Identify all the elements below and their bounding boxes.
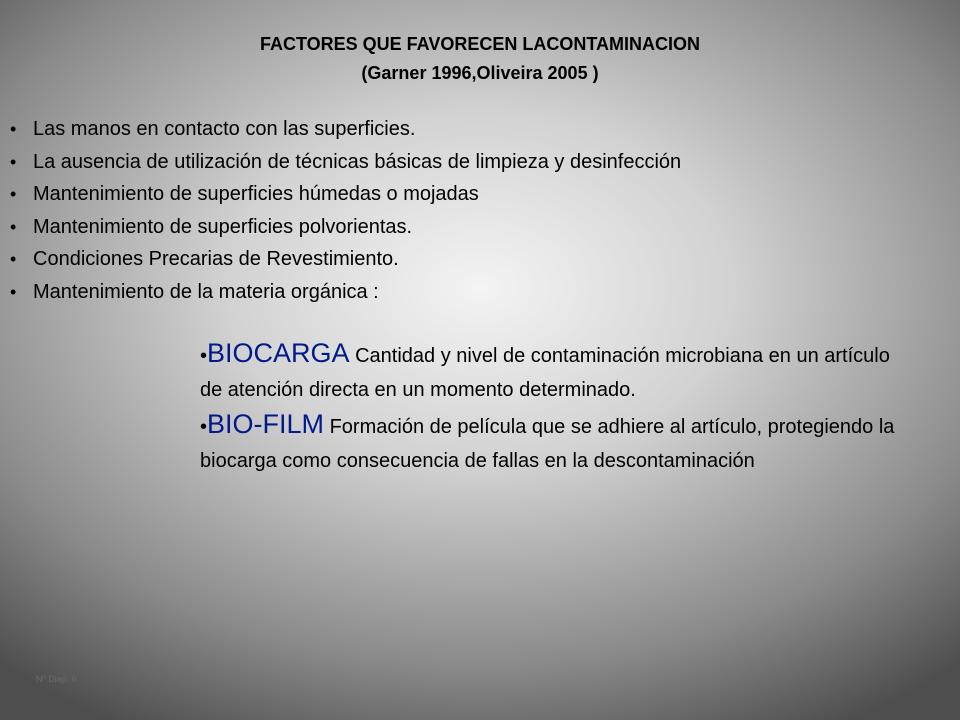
bullet-dot-icon: • <box>10 184 17 205</box>
bullet-item <box>10 178 940 211</box>
definition-biofilm <box>200 407 900 478</box>
title-line-1: FACTORES QUE FAVORECEN LACONTAMINACION <box>259 34 700 54</box>
bullet-dot-icon: • <box>10 281 17 302</box>
bullet-text: Mantenimiento de superficies húmedas o mojadas <box>33 183 479 206</box>
slide-title <box>150 30 810 88</box>
term-keyword: BIO-FILM <box>207 409 325 439</box>
bullet-dot-icon: • <box>10 249 17 270</box>
bullet-text: Mantenimiento de superficies polvorientas. <box>33 215 413 238</box>
bullet-text: La ausencia de utilización de técnicas básicas de limpieza y desinfección <box>33 150 682 173</box>
term-definition: Cantidad y nivel de contaminación microbiana en un artículo de atención directa en un momento determinado. <box>200 345 890 401</box>
term-keyword: BIOCARGA <box>207 338 350 368</box>
bullet-dot-icon: • <box>200 345 208 367</box>
bullet-dot-icon: • <box>10 151 17 172</box>
definition-biocarga <box>200 336 900 407</box>
sub-definitions <box>200 336 900 478</box>
bullet-text: Las manos en contacto con las superficies. <box>33 118 416 140</box>
bullet-item <box>10 211 940 244</box>
bullet-text: Mantenimiento de la materia orgánica : <box>33 280 379 303</box>
bullet-item <box>10 243 940 276</box>
bullet-item <box>10 113 940 146</box>
term-definition: Formación de película que se adhiere al artículo, protegiendo la biocarga como consecuencia de fallas en la descontaminación <box>200 416 895 472</box>
bullet-text: Condiciones Precarias de Revestimiento. <box>33 248 399 271</box>
bullet-list <box>10 113 940 309</box>
bullet-dot-icon: • <box>200 416 208 438</box>
bullet-item <box>10 276 940 309</box>
slide-number: Nº Diap. 6 <box>36 674 77 684</box>
bullet-item <box>10 146 940 179</box>
bullet-dot-icon: • <box>10 216 17 237</box>
bullet-dot-icon: • <box>10 119 17 139</box>
title-line-2: (Garner 1996,Oliveira 2005 ) <box>361 63 599 83</box>
